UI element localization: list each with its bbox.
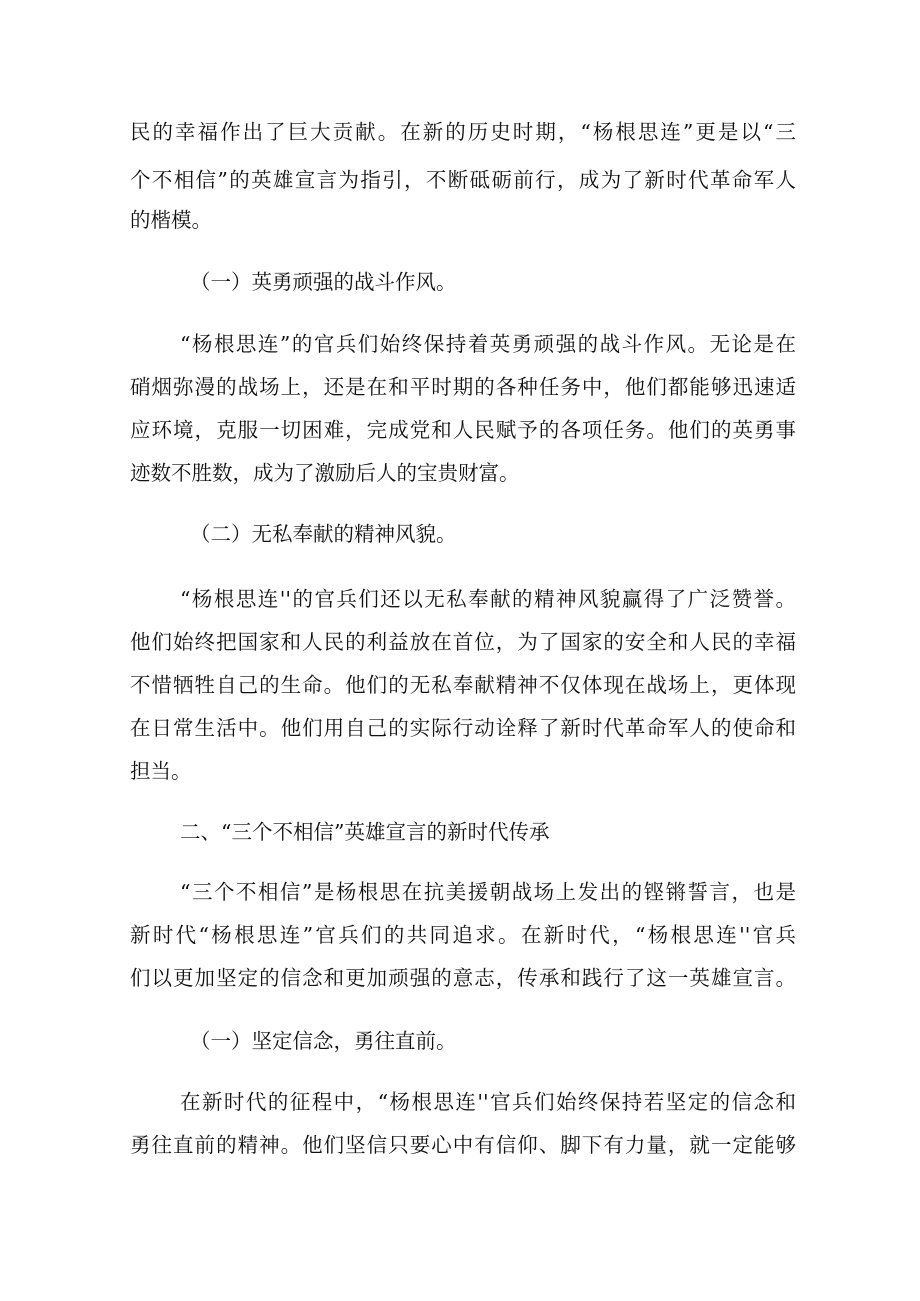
section-heading: （二）无私奉献的精神风貌。: [190, 522, 457, 546]
body-line: 们以更加坚定的信念和更加顽强的意志，传承和践行了这一英雄宣言。: [130, 966, 796, 990]
body-line: 迹数不胜数，成为了激励后人的宝贵财富。: [130, 461, 520, 485]
body-line: 他们始终把国家和人民的利益放在首位，为了国家的安全和人民的幸福: [130, 630, 796, 654]
body-line: 勇往直前的精神。他们坚信只要心中有信仰、脚下有力量，就一定能够: [130, 1133, 796, 1157]
section-heading: （一）英勇顽强的战斗作风。: [190, 270, 457, 294]
body-line: 新时代“杨根思连”官兵们的共同追求。在新时代，“杨根思连''官兵: [130, 923, 796, 947]
body-line: 应环境，克服一切困难，完成党和人民赋予的各项任务。他们的英勇事: [130, 418, 796, 442]
body-line: 的楷模。: [130, 208, 212, 232]
body-line: 硝烟弥漫的战场上，还是在和平时期的各种任务中，他们都能够迅速适: [130, 375, 796, 399]
section-heading: （一）坚定信念，勇往直前。: [190, 1029, 457, 1053]
body-line: “杨根思连''的官兵们还以无私奉献的精神风貌赢得了广泛赞誉。: [180, 587, 796, 611]
body-line: 民的幸福作出了巨大贡献。在新的历史时期，“杨根思连”更是以“三: [130, 120, 796, 144]
body-line: 不惜牺牲自己的生命。他们的无私奉献精神不仅体现在战场上，更体现: [130, 673, 796, 697]
body-line: “杨根思连”的官兵们始终保持着英勇顽强的战斗作风。无论是在: [180, 332, 796, 356]
body-line: 个不相信”的英雄宣言为指引，不断砥砺前行，成为了新时代革命军人: [130, 168, 796, 192]
body-line: 担当。: [130, 759, 192, 783]
section-heading: 二、“三个不相信”英雄宣言的新时代传承: [180, 820, 550, 844]
body-line: 在日常生活中。他们用自己的实际行动诠释了新时代革命军人的使命和: [130, 716, 796, 740]
body-line: “三个不相信”是杨根思在抗美援朝战场上发出的铿锵誓言，也是: [180, 880, 796, 904]
body-line: 在新时代的征程中，“杨根思连''官兵们始终保持若坚定的信念和: [180, 1090, 796, 1114]
